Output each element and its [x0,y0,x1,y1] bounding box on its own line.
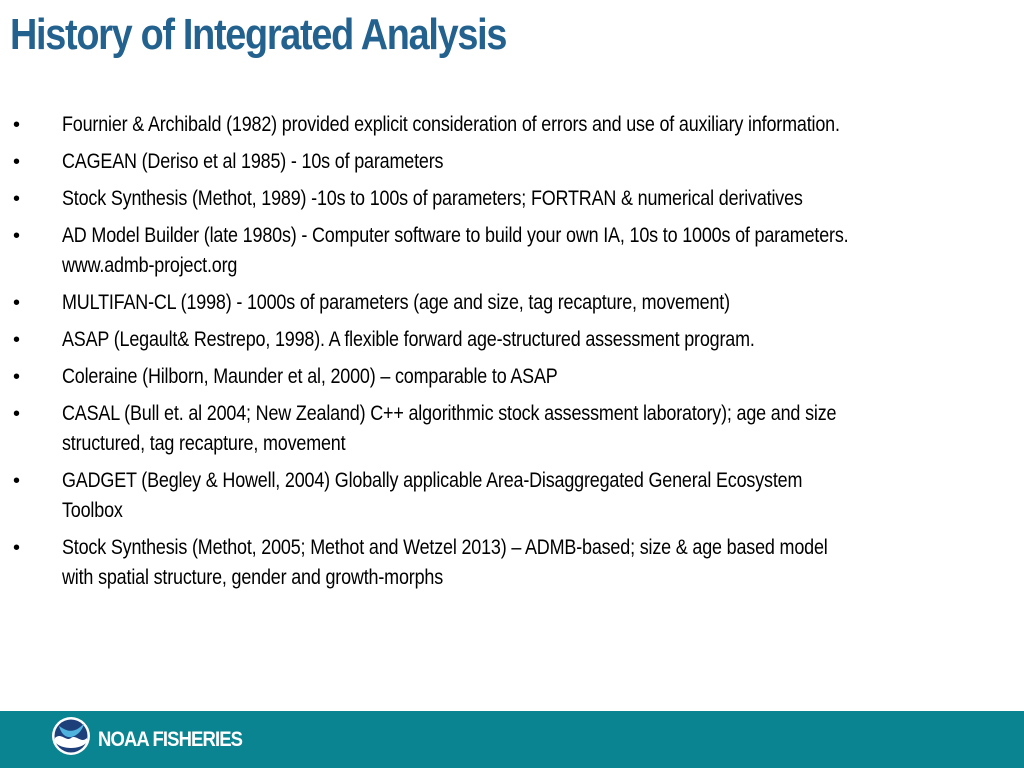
bullet-dot: • [13,114,21,136]
bullet-text: structured, tag recapture, movement [62,432,346,455]
bullet-text: Toolbox [62,499,123,522]
bullet-dot: • [13,366,21,388]
bullet-text: GADGET (Begley & Howell, 2004) Globally applicable Area-Disaggregated General Ecosystem [62,469,803,492]
bullet-item [0,147,1024,177]
bullet-list [0,110,1024,600]
noaa-logo-icon [51,716,91,756]
bullet-item [0,221,1024,281]
bullet-text: CAGEAN (Deriso et al 1985) - 10s of parameters [62,150,444,173]
bullet-dot: • [13,403,21,425]
bullet-dot: • [13,151,21,173]
bullet-text: with spatial structure, gender and growth-morphs [62,566,444,589]
footer-bar [0,711,1024,768]
bullet-text: MULTIFAN-CL (1998) - 1000s of parameters (age and size, tag recapture, movement) [62,291,730,314]
bullet-item [0,325,1024,355]
bullet-item [0,184,1024,214]
bullet-dot: • [13,188,21,210]
bullet-dot: • [13,225,21,247]
bullet-text: Stock Synthesis (Methot, 2005; Methot and Wetzel 2013) – ADMB-based; size & age based model [62,536,828,559]
bullet-item [0,399,1024,459]
bullet-text: Fournier & Archibald (1982) provided explicit consideration of errors and use of auxiliary information. [62,113,840,136]
bullet-item [0,466,1024,526]
bullet-dot: • [13,470,21,492]
bullet-text: www.admb-project.org [62,254,238,277]
bullet-text: Coleraine (Hilborn, Maunder et al, 2000) – comparable to ASAP [62,365,558,388]
bullet-dot: • [13,329,21,351]
bullet-text: ASAP (Legault& Restrepo, 1998). A flexible forward age-structured assessment program. [62,328,755,351]
bullet-text: AD Model Builder (late 1980s) - Computer software to build your own IA, 10s to 1000s of parameters. [62,224,849,247]
slide-title: History of Integrated Analysis [10,10,507,59]
bullet-item [0,110,1024,140]
bullet-dot: • [13,537,21,559]
bullet-item [0,362,1024,392]
bullet-dot: • [13,292,21,314]
bullet-text: CASAL (Bull et. al 2004; New Zealand) C++ algorithmic stock assessment laboratory); age and size [62,402,837,425]
bullet-text: Stock Synthesis (Methot, 1989) -10s to 100s of parameters; FORTRAN & numerical derivatives [62,187,803,210]
footer-brand: NOAA FISHERIES [98,728,243,751]
bullet-item [0,533,1024,593]
bullet-item [0,288,1024,318]
